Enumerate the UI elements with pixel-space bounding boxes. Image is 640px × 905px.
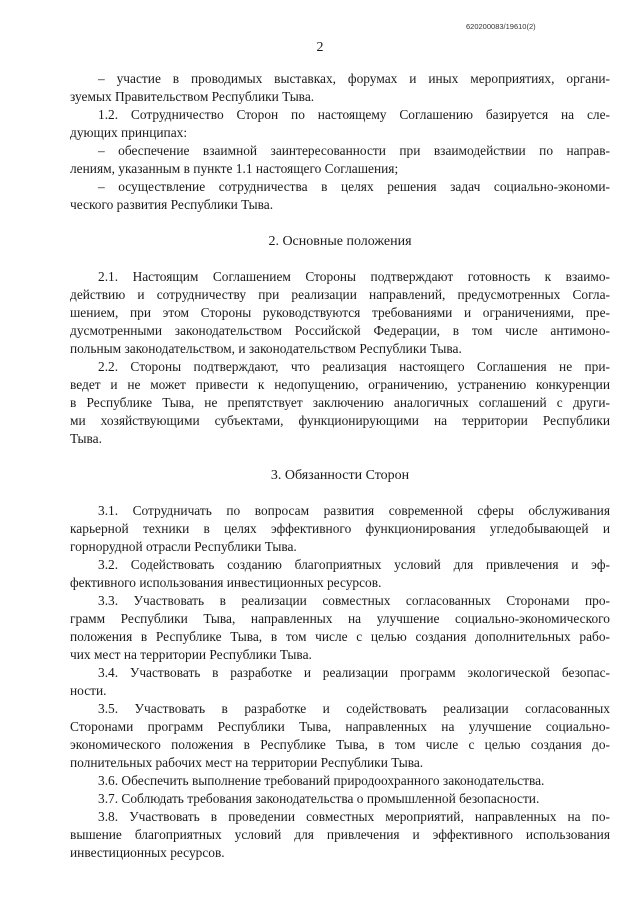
text-line: шением, при этом Стороны руководствуются требованиями и ограничениями, пре-: [70, 305, 610, 320]
paragraph: [70, 772, 610, 790]
text-line: 3.5. Участвовать в разработке и содействовать реализации согласованных: [98, 701, 610, 716]
text-line: ми хозяйствующими субъектами, функционирующими на территории Республики: [70, 413, 610, 428]
section-heading: 2. Основные положения: [268, 234, 412, 249]
paragraph: [70, 790, 610, 808]
text-line: Тыва.: [70, 431, 102, 446]
paragraph: [70, 178, 610, 214]
text-line: грамм Республики Тыва, направленных на улучшение социально-экономического: [70, 611, 610, 626]
paragraph: [70, 556, 610, 592]
paragraph: [70, 106, 610, 142]
text-line: 3.6. Обеспечить выполнение требований природоохранного законодательства.: [98, 773, 545, 788]
text-line: 3.2. Содействовать созданию благоприятных условий для привлечения и эф-: [98, 557, 610, 572]
text-line: 3.7. Соблюдать требования законодательства о промышленной безопасности.: [98, 791, 540, 806]
paragraph: [70, 808, 610, 862]
paragraph: [70, 502, 610, 556]
text-line: экономического положения в Республике Тыва, в том числе с целью создания до-: [70, 737, 610, 752]
text-line: 1.2. Сотрудничество Сторон по настоящему Соглашению базируется на сле-: [98, 107, 610, 122]
text-line: ведет и не может привести к недопущению, ограничению, устранению конкуренции: [70, 377, 610, 392]
section-heading: 3. Обязанности Сторон: [270, 468, 410, 483]
page-number: 2: [316, 40, 324, 55]
paragraph: [70, 592, 610, 664]
paragraph: [70, 358, 610, 448]
text-line: в Республике Тыва, не препятствует заключению аналогичных соглашений с други-: [70, 395, 610, 410]
document-code: 620200083/19610(2): [466, 22, 536, 31]
text-line: положения в Республике Тыва, в том числе с целью создания дополнительных рабо-: [70, 629, 610, 644]
text-line: дующих принципах:: [70, 125, 188, 140]
text-line: – обеспечение взаимной заинтересованности при взаимодействии по направ-: [98, 143, 610, 158]
text-line: польным законодательством, и законодательством Республики Тыва.: [70, 341, 462, 356]
text-line: лениям, указанным в пункте 1.1 настоящего Соглашения;: [70, 161, 399, 176]
text-line: 3.4. Участвовать в разработке и реализации программ экологической безопас-: [98, 665, 610, 680]
text-line: – участие в проводимых выставках, форумах и иных мероприятиях, органи-: [98, 71, 610, 86]
text-line: – осуществление сотрудничества в целях решения задач социально-экономи-: [98, 179, 610, 194]
text-line: чих мест на территории Республики Тыва.: [70, 647, 312, 662]
text-line: зуемых Правительством Республики Тыва.: [70, 89, 315, 104]
document-body: [70, 70, 610, 862]
paragraph: [70, 142, 610, 178]
text-line: 3.8. Участвовать в проведении совместных мероприятий, направленных на по-: [98, 809, 610, 824]
text-line: действию и сотрудничеству при реализации направлений, предусмотренных Согла-: [70, 287, 610, 302]
text-line: горнорудной отрасли Республики Тыва.: [70, 539, 297, 554]
text-line: вышение благоприятных условий для привлечения и эффективного использования: [70, 827, 610, 842]
text-line: дусмотренными законодательством Российской Федерации, в том числе антимоно-: [70, 323, 610, 338]
text-line: 3.3. Участвовать в реализации совместных согласованных Сторонами про-: [98, 593, 610, 608]
text-line: инвестиционных ресурсов.: [70, 845, 225, 860]
paragraph: [70, 700, 610, 772]
text-line: карьерной техники в целях эффективного функционирования угледобывающей и: [70, 521, 610, 536]
text-line: 2.1. Настоящим Соглашением Стороны подтверждают готовность к взаимо-: [98, 269, 610, 284]
text-line: полнительных рабочих мест на территории Республики Тыва.: [70, 755, 424, 770]
text-line: ности.: [70, 683, 107, 698]
text-line: 2.2. Стороны подтверждают, что реализация настоящего Соглашения не при-: [98, 359, 610, 374]
paragraph: [70, 268, 610, 358]
text-line: ческого развития Республики Тыва.: [70, 197, 274, 212]
text-line: Сторонами программ Республики Тыва, направленных на улучшение социально-: [70, 719, 610, 734]
paragraph: [70, 70, 610, 106]
text-line: 3.1. Сотрудничать по вопросам развития современной сферы обслуживания: [98, 503, 610, 518]
paragraph: [70, 664, 610, 700]
text-line: фективного использования инвестиционных ресурсов.: [70, 575, 382, 590]
